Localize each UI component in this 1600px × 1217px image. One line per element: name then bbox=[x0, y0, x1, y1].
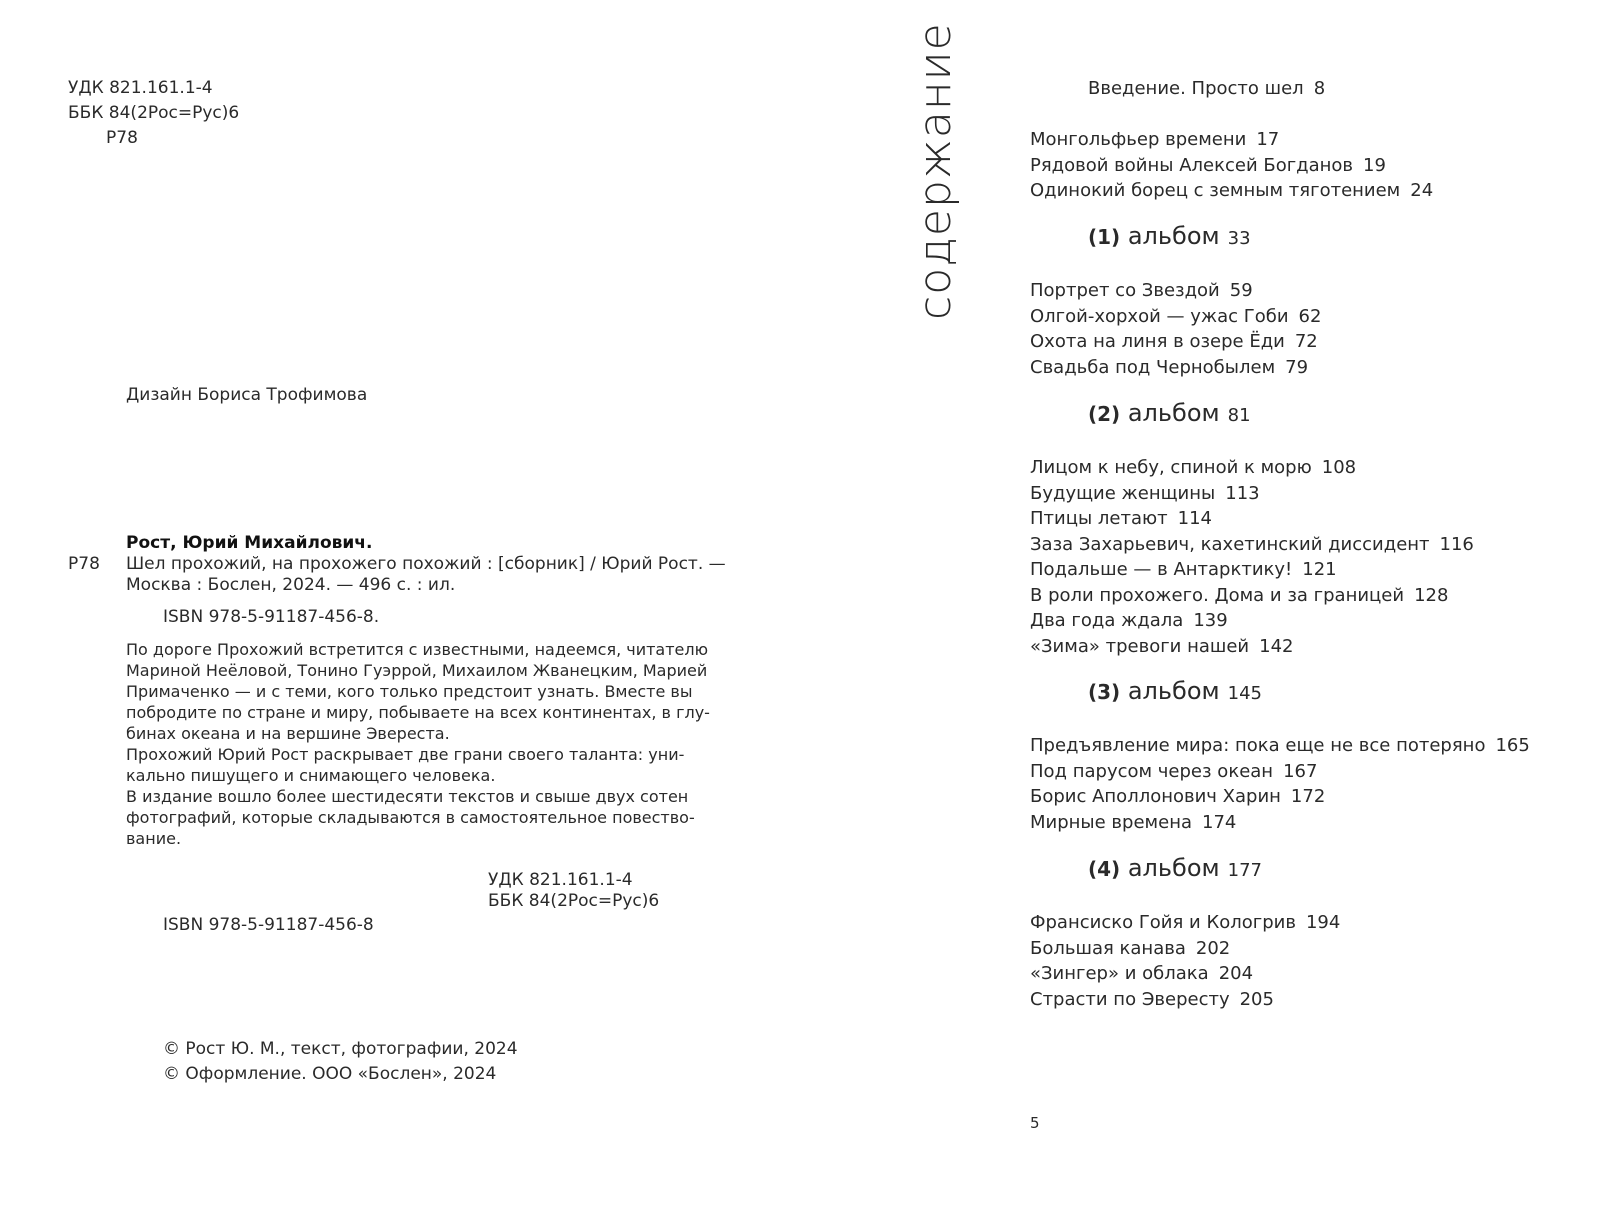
album-2-heading[interactable] bbox=[1088, 399, 1251, 427]
toc-entry[interactable] bbox=[1030, 910, 1340, 936]
toc-intro[interactable] bbox=[1088, 76, 1325, 102]
album-page: 81 bbox=[1227, 405, 1251, 426]
annotation-line: вание. bbox=[126, 829, 182, 848]
toc-title: Мирные времена bbox=[1030, 811, 1192, 833]
toc-page: 114 bbox=[1177, 508, 1212, 529]
toc-title: Портрет со Звездой bbox=[1030, 280, 1220, 301]
author-name: Рост, Юрий Михайлович. bbox=[126, 533, 373, 553]
toc-entry[interactable] bbox=[1030, 127, 1279, 153]
toc-title: Одинокий борец с земным тяготением bbox=[1030, 180, 1401, 201]
toc-page: 72 bbox=[1294, 331, 1318, 352]
toc-entry[interactable] bbox=[1030, 733, 1530, 759]
contents-heading: содержание bbox=[910, 22, 961, 320]
album-3-heading[interactable] bbox=[1088, 677, 1262, 705]
toc-title: Олгой-хорхой — ужас Гоби bbox=[1030, 305, 1289, 327]
toc-page: 172 bbox=[1290, 786, 1326, 807]
toc-entry[interactable] bbox=[1030, 557, 1337, 583]
toc-title: Монгольфьер времени bbox=[1030, 129, 1247, 150]
toc-entry[interactable] bbox=[1030, 278, 1253, 304]
album-1-heading[interactable] bbox=[1088, 222, 1251, 250]
toc-page: 62 bbox=[1298, 305, 1322, 327]
isbn-line: ISBN 978-5-91187-456-8. bbox=[163, 607, 380, 627]
toc-entry[interactable] bbox=[1030, 784, 1325, 810]
toc-title: «Зима» тревоги нашей bbox=[1030, 635, 1250, 657]
toc-page: 79 bbox=[1285, 356, 1309, 378]
annotation-line: Прохожий Юрий Рост раскрывает две грани своего таланта: уни- bbox=[126, 745, 685, 764]
toc-entry[interactable] bbox=[1030, 583, 1448, 609]
toc-entry[interactable] bbox=[1030, 153, 1386, 179]
toc-entry[interactable] bbox=[1030, 987, 1274, 1013]
toc-title: В роли прохожего. Дома и за границей bbox=[1030, 584, 1405, 606]
album-page: 145 bbox=[1227, 683, 1262, 704]
toc-page: 59 bbox=[1229, 280, 1253, 301]
toc-title: Охота на линя в озере Ёди bbox=[1030, 331, 1285, 352]
toc-page: 113 bbox=[1225, 482, 1260, 504]
toc-page: 19 bbox=[1363, 154, 1386, 176]
annotation-line: В издание вошло более шестидесяти текстов и свыше двух сотен bbox=[126, 787, 689, 806]
toc-page: 128 bbox=[1414, 584, 1449, 606]
toc-title: Под парусом через океан bbox=[1030, 760, 1274, 782]
toc-entry[interactable] bbox=[1030, 481, 1260, 507]
album-number: (2) bbox=[1088, 402, 1121, 426]
toc-title: Рядовой войны Алексей Богданов bbox=[1030, 154, 1354, 176]
toc-page: 121 bbox=[1302, 559, 1337, 580]
album-4-heading[interactable] bbox=[1088, 854, 1262, 882]
udk-code-bottom: УДК 821.161.1-4 bbox=[488, 870, 633, 890]
toc-page: 167 bbox=[1283, 760, 1318, 782]
toc-title: Введение. Просто шел bbox=[1088, 78, 1304, 99]
toc-entry[interactable] bbox=[1030, 455, 1356, 481]
toc-page: 17 bbox=[1256, 129, 1280, 150]
album-page: 33 bbox=[1227, 228, 1251, 249]
toc-title: Предъявление мира: пока еще не все потеряно bbox=[1030, 735, 1486, 756]
toc-page: 174 bbox=[1202, 811, 1237, 833]
album-label: альбом bbox=[1127, 399, 1220, 427]
toc-page: 24 bbox=[1410, 180, 1434, 201]
biblio-line-2: Москва : Бослен, 2024. — 496 с. : ил. bbox=[126, 575, 456, 595]
toc-entry[interactable] bbox=[1030, 961, 1253, 987]
toc-page: 116 bbox=[1439, 533, 1474, 555]
toc-entry[interactable] bbox=[1030, 634, 1293, 660]
album-page: 177 bbox=[1227, 860, 1262, 881]
toc-entry[interactable] bbox=[1030, 178, 1433, 204]
copyright-text: © Рост Ю. М., текст, фотографии, 2024 bbox=[163, 1039, 518, 1059]
annotation-line: кально пишущего и снимающего человека. bbox=[126, 766, 496, 785]
album-label: альбом bbox=[1127, 677, 1220, 705]
toc-page: 139 bbox=[1193, 610, 1228, 631]
toc-title: Борис Аполлонович Харин bbox=[1030, 786, 1281, 807]
toc-entry[interactable] bbox=[1030, 810, 1236, 836]
toc-title: «Зингер» и облака bbox=[1030, 963, 1209, 984]
bbk-code-top: ББК 84(2Рос=Рус)6 bbox=[68, 103, 240, 123]
annotation-line: Примаченко — и с теми, кого только предстоит узнать. Вместе вы bbox=[126, 682, 693, 701]
toc-title: Свадьба под Чернобылем bbox=[1030, 356, 1276, 378]
toc-entry[interactable] bbox=[1030, 759, 1317, 785]
toc-title: Два года ждала bbox=[1030, 610, 1184, 631]
annotation-line: бинах океана и на вершине Эвереста. bbox=[126, 724, 450, 743]
toc-page: 194 bbox=[1305, 912, 1341, 933]
author-mark-top: Р78 bbox=[106, 128, 138, 148]
toc-title: Франсиско Гойя и Кологрив bbox=[1030, 912, 1296, 933]
annotation bbox=[126, 639, 710, 849]
page-number: 5 bbox=[1030, 1114, 1040, 1132]
bbk-code-bottom: ББК 84(2Рос=Рус)6 bbox=[488, 891, 660, 911]
isbn-bottom: ISBN 978-5-91187-456-8 bbox=[163, 915, 374, 935]
album-number: (4) bbox=[1088, 857, 1121, 881]
toc-page: 204 bbox=[1218, 963, 1254, 984]
toc-page: 165 bbox=[1495, 735, 1530, 756]
toc-entry[interactable] bbox=[1030, 608, 1228, 634]
annotation-line: Мариной Неёловой, Тонино Гуэррой, Михаилом Жванецким, Марией bbox=[126, 661, 708, 680]
toc-entry[interactable] bbox=[1030, 304, 1321, 330]
toc-page: 142 bbox=[1259, 635, 1294, 657]
album-number: (3) bbox=[1088, 680, 1121, 704]
toc-title: Подальше — в Антарктику! bbox=[1030, 559, 1293, 580]
toc-entry[interactable] bbox=[1030, 506, 1212, 532]
design-credit: Дизайн Бориса Трофимова bbox=[126, 385, 368, 405]
toc-page: 205 bbox=[1239, 988, 1274, 1010]
toc-entry[interactable] bbox=[1030, 936, 1230, 962]
toc-entry[interactable] bbox=[1030, 532, 1474, 558]
toc-title: Лицом к небу, спиной к морю bbox=[1030, 457, 1312, 478]
copyright-design: © Оформление. ООО «Бослен», 2024 bbox=[163, 1064, 497, 1084]
toc-page: 202 bbox=[1195, 937, 1231, 959]
biblio-line-1: Шел прохожий, на прохожего похожий : [сборник] / Юрий Рост. — bbox=[126, 554, 726, 574]
author-mark: Р78 bbox=[68, 554, 100, 574]
toc-entry[interactable] bbox=[1030, 329, 1318, 355]
toc-title: Страсти по Эвересту bbox=[1030, 988, 1230, 1010]
udk-code-top: УДК 821.161.1-4 bbox=[68, 78, 213, 98]
toc-page: 8 bbox=[1313, 78, 1326, 99]
album-number: (1) bbox=[1088, 225, 1121, 249]
annotation-line: побродите по стране и миру, побываете на всех континентах, в глу- bbox=[126, 703, 710, 722]
toc-page: 108 bbox=[1321, 457, 1357, 478]
toc-entry[interactable] bbox=[1030, 355, 1308, 381]
annotation-line: По дороге Прохожий встретится с известными, надеемся, читателю bbox=[126, 640, 709, 659]
toc-title: Большая канава bbox=[1030, 937, 1186, 959]
toc-title: Птицы летают bbox=[1030, 508, 1168, 529]
toc-title: Заза Захарьевич, кахетинский диссидент bbox=[1030, 533, 1430, 555]
toc-title: Будущие женщины bbox=[1030, 482, 1216, 504]
album-label: альбом bbox=[1127, 854, 1220, 882]
album-label: альбом bbox=[1127, 222, 1220, 250]
annotation-line: фотографий, которые складываются в самостоятельное повество- bbox=[126, 808, 695, 827]
